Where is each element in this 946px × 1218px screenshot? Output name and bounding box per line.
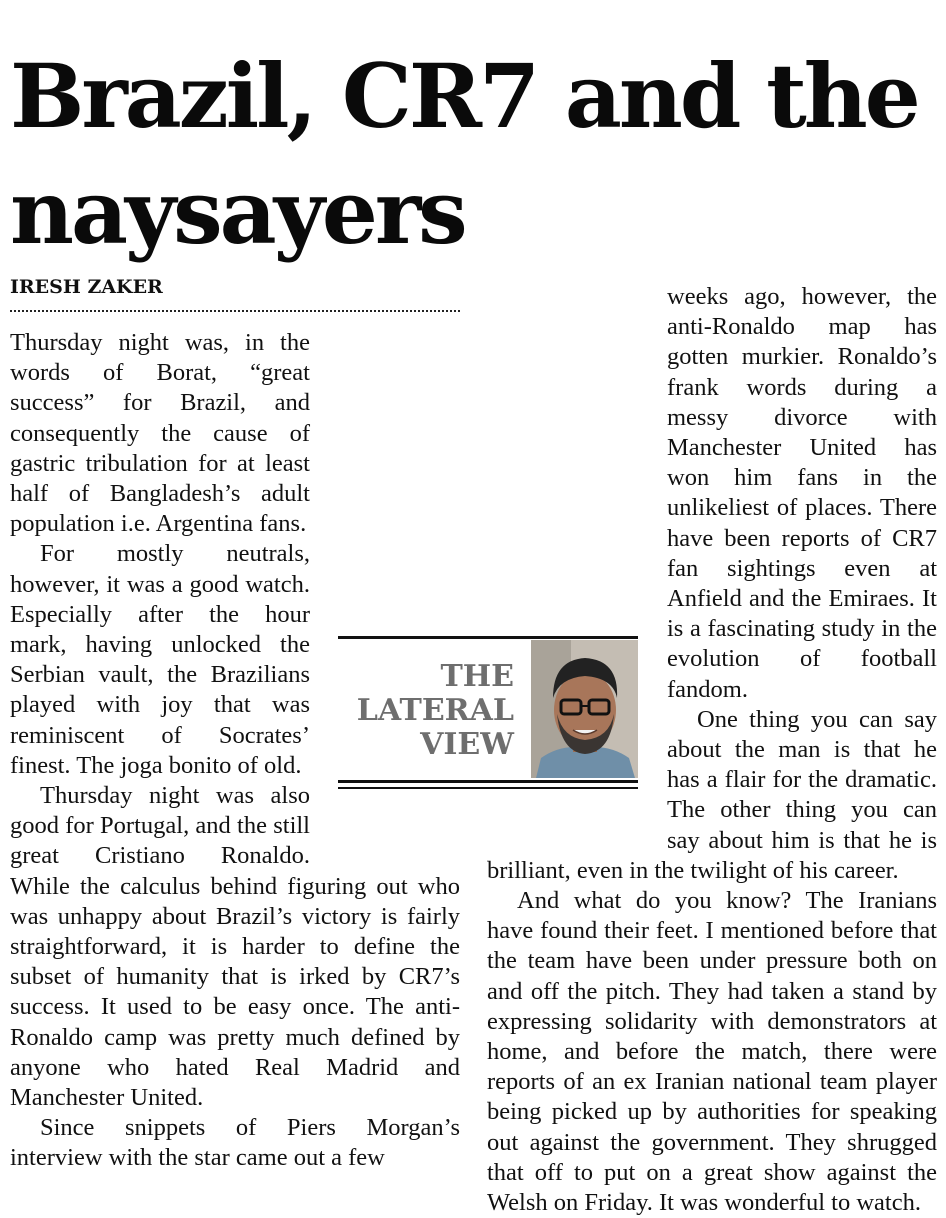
- byline: IRESH ZAKER: [10, 276, 163, 298]
- paragraph-3: Thursday night was also good for Portugal, and the still great Cristiano Ronaldo. While the calculus behind figuring out who was unhappy about Brazil’s victory is fairly straightforward, it is harder to define the subset of humanity that is irked by CR7’s success. It used to be easy once. The anti-Ronaldo camp was pretty much defined by anyone who hated Real Madrid and Manchester United.: [10, 782, 460, 1112]
- column-label: [357, 660, 514, 762]
- paragraph-4-continued: weeks ago, however, the anti-Ronaldo map has gotten murkier. Ronaldo’s frank words during a messy divorce with Manchester United has won him fans in the unlikeliest of places. There have been reports of CR7 fan sightings even at Anfield and the Emiraes. It is a fascinating study in the evolution of football fandom.: [667, 283, 937, 703]
- paragraph-2: For mostly neutrals, however, it was a good watch. Especially after the hour mark, having unlocked the Serbian vault, the Brazilians played with joy that was reminiscent of Socrates’ finest. The joga bonito of old.: [10, 540, 310, 779]
- headline: Brazil, CR7 and the naysayers: [10, 44, 918, 264]
- column-label-line-2: LATERAL: [356, 693, 514, 728]
- paragraph-1: Thursday night was, in the words of Borat, “great success” for Brazil, and consequently the cause of gastric tribulation for at least half of Bangladesh’s adult population i.e. Argentina fans.: [10, 329, 310, 538]
- paragraph-4-start: Since snippets of Piers Morgan’s interview with the star came out a few: [10, 1114, 460, 1172]
- column-label-line-3: VIEW: [420, 727, 514, 762]
- column-label-box: [338, 636, 638, 794]
- label-bottom-rule-2: [338, 787, 638, 789]
- paragraph-6: And what do you know? The Iranians have found their feet. I mentioned before that the team have been under pressure both on and off the pitch. They had taken a stand by expressing solidarity with demonstrators at home, and before the match, there were reports of an ex Iranian national team player being picked up by authorities for speaking out against the government. They shrugged that off to put on a great show against the Welsh on Friday. It was wonderful to watch.: [487, 887, 937, 1217]
- column-label-line-1: THE: [440, 659, 514, 694]
- label-bottom-rule: [338, 780, 638, 783]
- byline-divider: [10, 310, 460, 312]
- columnist-portrait: [531, 640, 638, 778]
- portrait-illustration: [531, 640, 638, 778]
- paragraph-5: One thing you can say about the man is that he has a flair for the dramatic. The other thing you can say about him is that he is brilliant, even in the twilight of his career.: [487, 705, 937, 884]
- label-top-rule: [338, 636, 638, 639]
